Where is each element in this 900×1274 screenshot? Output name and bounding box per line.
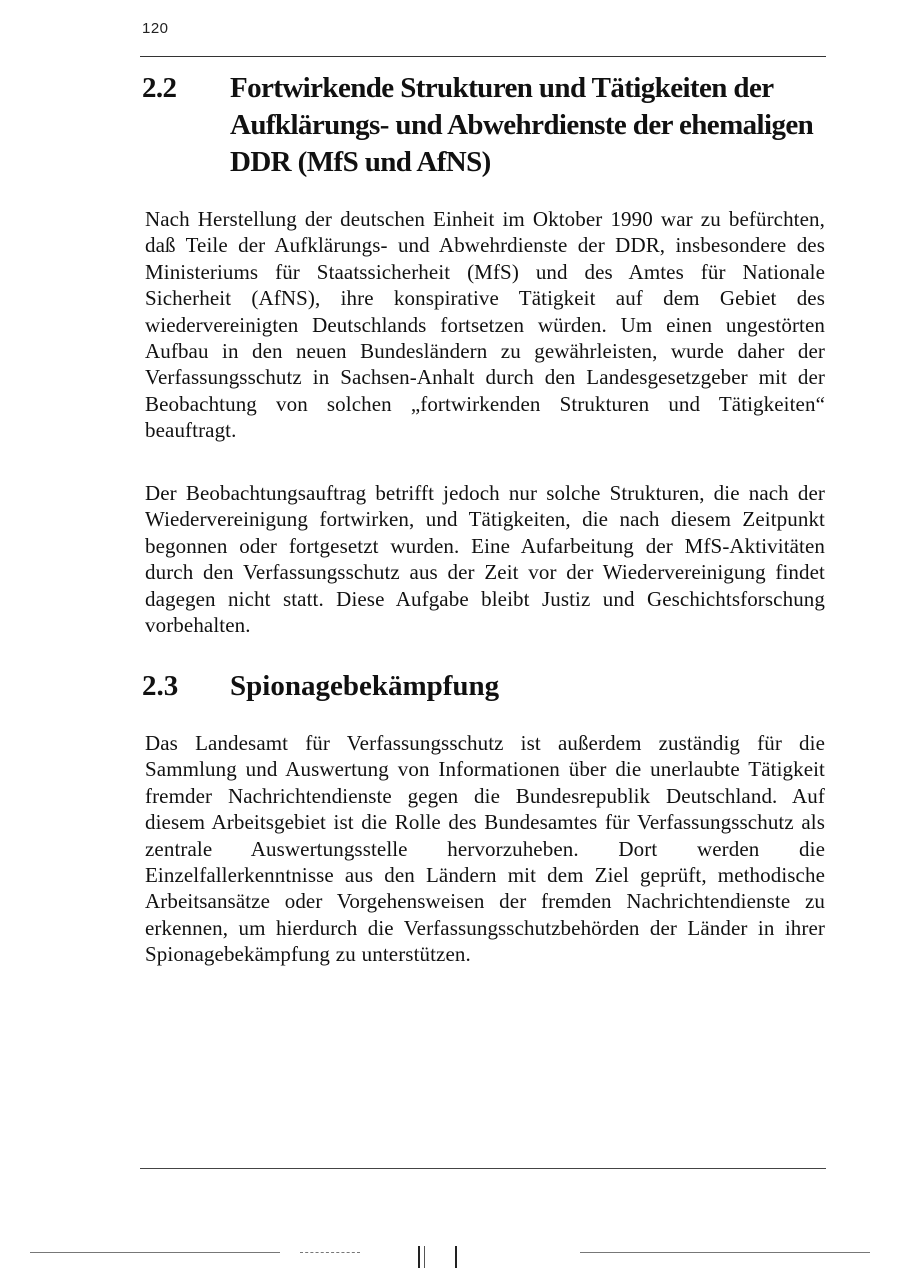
scan-artifact-line [30, 1252, 280, 1253]
body-paragraph-2: Der Beobachtungsauftrag betrifft jedoch nur solche Strukturen, die nach der Wiedervereinigung fortwirken, und Tätigkeiten, die nach diesem Zeitpunkt begonnen oder fortgesetzt wurden. Eine Aufarbeitung der MfS-Aktivitäten durch den Verfassungsschutz aus der Zeit vor der Wiedervereinigung findet dagegen nicht statt. Diese Aufgabe bleibt Justiz und Geschichtsforschung vorbehalten. [145, 481, 825, 638]
section-title: Spionagebekämpfung [230, 670, 500, 702]
scan-artifact-line [300, 1252, 360, 1253]
section-number: 2.2 [142, 72, 177, 104]
scan-artifact-mark [424, 1246, 425, 1268]
body-paragraph-1: Nach Herstellung der deutschen Einheit im Oktober 1990 war zu befürchten, daß Teile der Aufklärungs- und Abwehrdienste der DDR, insbesondere des Ministeriums für Staatssicherheit (MfS) und des Amtes für Nationale Sicherheit (AfNS), ihre konspirative Tätigkeit auf dem Gebiet des wiedervereinigten Deutschlands fortsetzen würden. Um einen ungestörten Aufbau in den neuen Bundesländern zu gewährleisten, wurde daher der Verfassungsschutz in Sachsen-Anhalt durch den Landesgesetzgeber mit der Beobachtung von solchen „fortwirkenden Strukturen und Tätigkeiten“ beauftragt. [145, 207, 825, 443]
section-heading-2-2 [142, 70, 832, 181]
scan-artifact-line [580, 1252, 870, 1253]
section-title: Fortwirkende Strukturen und Tätigkeiten der Aufklärungs- und Abwehrdienste der ehemaligen DDR (MfS und AfNS) [230, 72, 814, 178]
page-number: 120 [142, 20, 169, 37]
body-paragraph-3: Das Landesamt für Verfassungsschutz ist außerdem zuständig für die Sammlung und Auswertung von Informationen über die unerlaubte Tätigkeit fremder Nachrichtendienste gegen die Bundesrepublik Deutschland. Auf diesem Arbeitsgebiet ist die Rolle des Bundesamtes für Verfassungsschutz als zentrale Auswertungsstelle hervorzuheben. Dort werden die Einzelfallerkenntnisse aus den Ländern mit dem Ziel geprüft, methodische Arbeitsansätze oder Vorgehensweisen der fremden Nachrichtendienste zu erkennen, um hierdurch die Verfassungsschutzbehörden der Länder in ihrer Spionagebekämpfung zu unterstützen. [145, 731, 825, 967]
scan-artifact-mark [455, 1246, 457, 1268]
scan-artifact-mark [418, 1246, 420, 1268]
footer-rule [140, 1168, 826, 1169]
section-heading-2-3 [142, 668, 832, 705]
section-number: 2.3 [142, 670, 179, 702]
header-rule [140, 56, 826, 57]
